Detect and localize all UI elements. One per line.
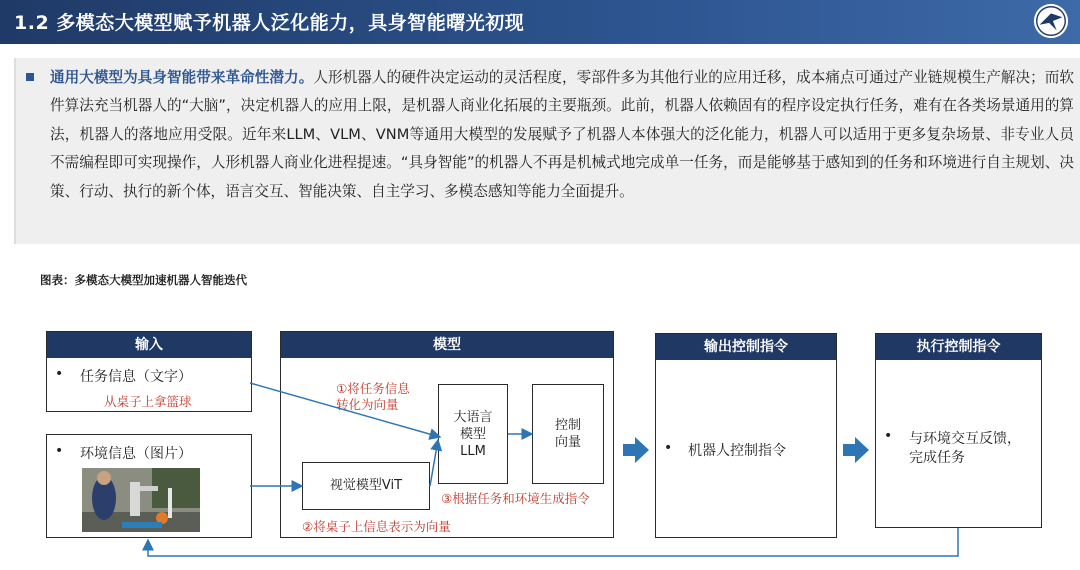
step1-note-line2: 转化为向量: [336, 397, 399, 412]
page-title: 1.2 多模态大模型赋予机器人泛化能力，具身智能曙光初现: [14, 12, 525, 34]
control-label-line2: 向量: [554, 435, 581, 450]
llm-label-line2: 模型: [459, 427, 486, 442]
control-label-line1: 控制: [554, 418, 581, 433]
step2-note: ②将桌子上信息表示为向量: [302, 519, 451, 534]
task-info-label: 任务信息（文字）: [80, 369, 192, 385]
execute-item-line2: 完成任务: [909, 450, 965, 466]
env-info-label: 环境信息（图片）: [80, 446, 192, 462]
model-title: 模型: [281, 332, 613, 358]
llm-label-line3: LLM: [460, 444, 486, 459]
bullet: •: [55, 366, 64, 382]
task-example: 从桌子上拿篮球: [104, 394, 192, 409]
bullet: •: [664, 440, 673, 456]
step1-note-line1: ①将任务信息: [336, 381, 410, 396]
figure-caption: 图表：多模态大模型加速机器人智能迭代: [40, 273, 247, 287]
vit-label: 视觉模型ViT: [329, 478, 403, 493]
intro-lead: 通用大模型为具身智能带来革命性潜力。: [50, 69, 314, 86]
output-item: 机器人控制指令: [688, 443, 786, 459]
output-title: 输出控制指令: [656, 334, 836, 360]
execute-title: 执行控制指令: [876, 334, 1041, 360]
step3-note: ③根据任务和环境生成指令: [441, 491, 590, 506]
execute-item-line1: 与环境交互反馈，: [909, 431, 1021, 447]
llm-label-line1: 大语言: [453, 410, 493, 425]
intro-body: 人形机器人的硬件决定运动的灵活程度，零部件多为其他行业的应用迁移，成本痛点可通过产业链规模生产解决；而软件算法充当机器人的“大脑”，决定机器人的应用上限，是机器人商业化拓展的主要瓶颈。此前，机器人依赖固有的程序设定执行任务，难有在各类场景通用的算法，机器人的落地应用受限。近年来LLM、VLM、VNM等通用大模型的发展赋予了机器人本体强大的泛化能力，机器人可以适用于更多复杂场景、非专业人员不需编程即可实现操作，人形机器人商业化进程提速。“具身智能”的机器人不再是机械式地完成单一任务，而是能够基于感知到的任务和环境进行自主规划、决策、行动、执行的新个体，语言交互、智能决策、自主学习、多模态感知等能力全面提升。: [50, 69, 1074, 200]
bullet: •: [55, 443, 64, 459]
bullet: •: [884, 428, 893, 444]
input-title: 输入: [47, 332, 251, 358]
